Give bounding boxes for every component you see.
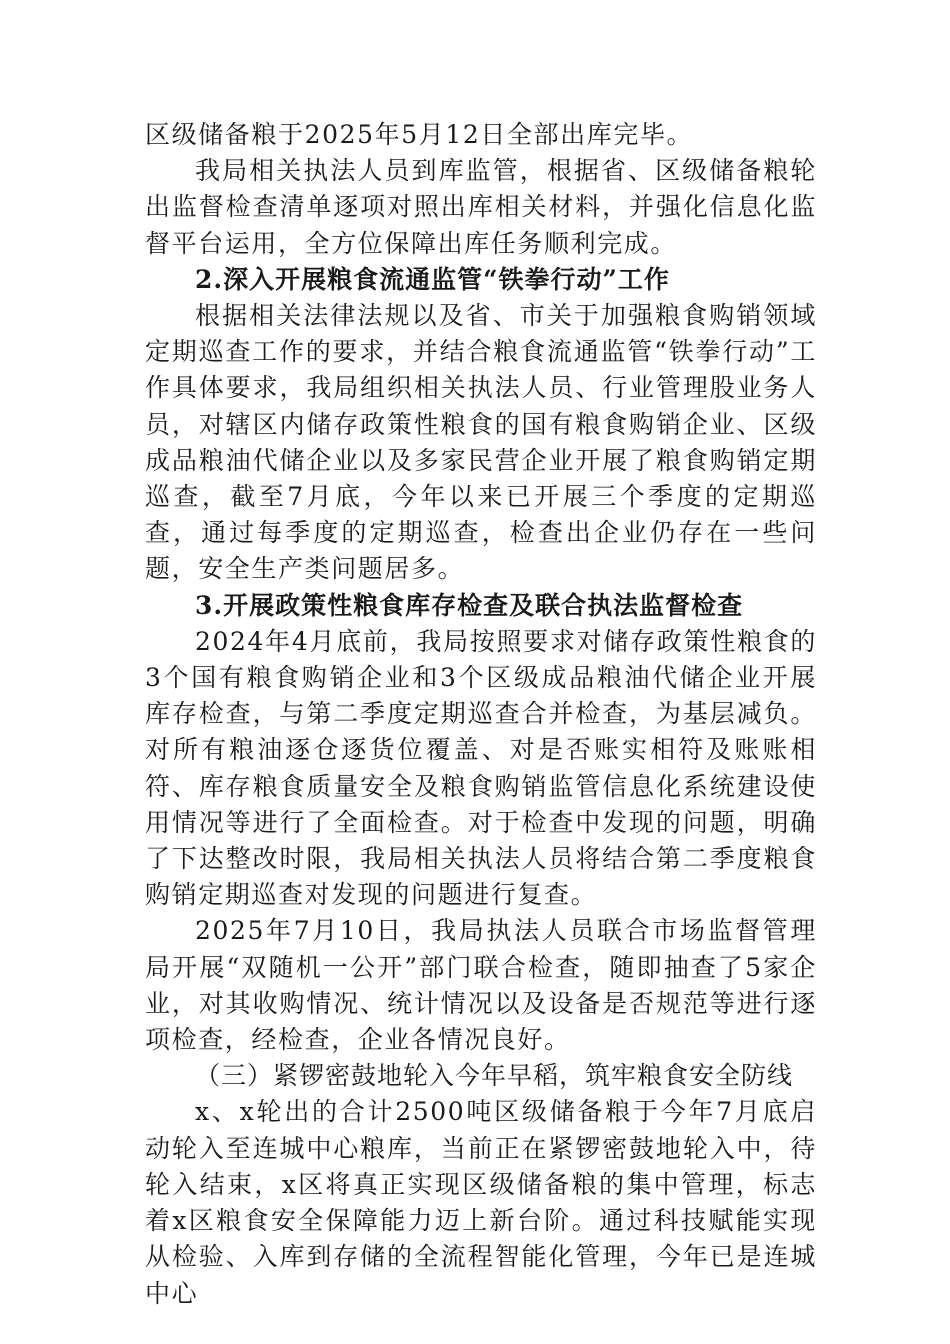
paragraph-grain-rotation: x、x轮出的合计2500吨区级储备粮于今年7月底启动轮入至连城中心粮库，当前正在紧锣密鼓地轮入中，待轮入结束，x区将真正实现区级储备粮的集中管理，标志着x区粮食安全保障能力迈上新台阶。通过科技赋能实现从检验、入库到存储的全流程智能化管理，今年已是连城中心 <box>145 1097 817 1308</box>
heading-early-rice-intake: （三）紧锣密鼓地轮入今年早稻，筑牢粮食安全防线 <box>195 1061 794 1091</box>
paragraph-periodic-inspection: 根据相关法律法规以及省、市关于加强粮食购销领域定期巡查工作的要求，并结合粮食流通监管“铁拳行动”工作具体要求，我局组织相关执法人员、行业管理股业务人员，对辖区内储存政策性粮食的国有粮食购销企业、区级成品粮油代储企业以及多家民营企业开展了粮食购销定期巡查，截至7月底，今年以来已开展三个季度的定期巡查，通过每季度的定期巡查，检查出企业仍存在一些问题，安全生产类问题居多。 <box>145 301 817 584</box>
paragraph-continuation: 区级储备粮于2025年5月12日全部出库完毕。 <box>145 120 694 149</box>
heading-iron-fist-action: 2.深入开展粮食流通监管“铁拳行动”工作 <box>195 264 670 294</box>
paragraph-joint-inspection: 2025年7月10日，我局执法人员联合市场监督管理局开展“双随机一公开”部门联合检查，随即抽查了5家企业，对其收购情况、统计情况以及设备是否规范等进行逐项检查，经检查，企业各情况良好。 <box>145 916 817 1055</box>
document-body <box>145 117 817 1312</box>
heading-inventory-inspection: 3.开展政策性粮食库存检查及联合执法监督检查 <box>195 590 744 620</box>
paragraph-inventory-check: 2024年4月底前，我局按照要求对储存政策性粮食的3个国有粮食购销企业和3个区级成品粮油代储企业开展库存检查，与第二季度定期巡查合并检查，为基层减负。对所有粮油逐仓逐货位覆盖、对是否账实相符及账账相符、库存粮食质量安全及粮食购销监管信息化系统建设使用情况等进行了全面检查。对于检查中发现的问题，明确了下达整改时限，我局相关执法人员将结合第二季度粮食购销定期巡查对发现的问题进行复查。 <box>145 626 817 910</box>
paragraph-outbound-supervision: 我局相关执法人员到库监管，根据省、区级储备粮轮出监督检查清单逐项对照出库相关材料，并强化信息化监督平台运用，全方位保障出库任务顺利完成。 <box>145 156 817 258</box>
